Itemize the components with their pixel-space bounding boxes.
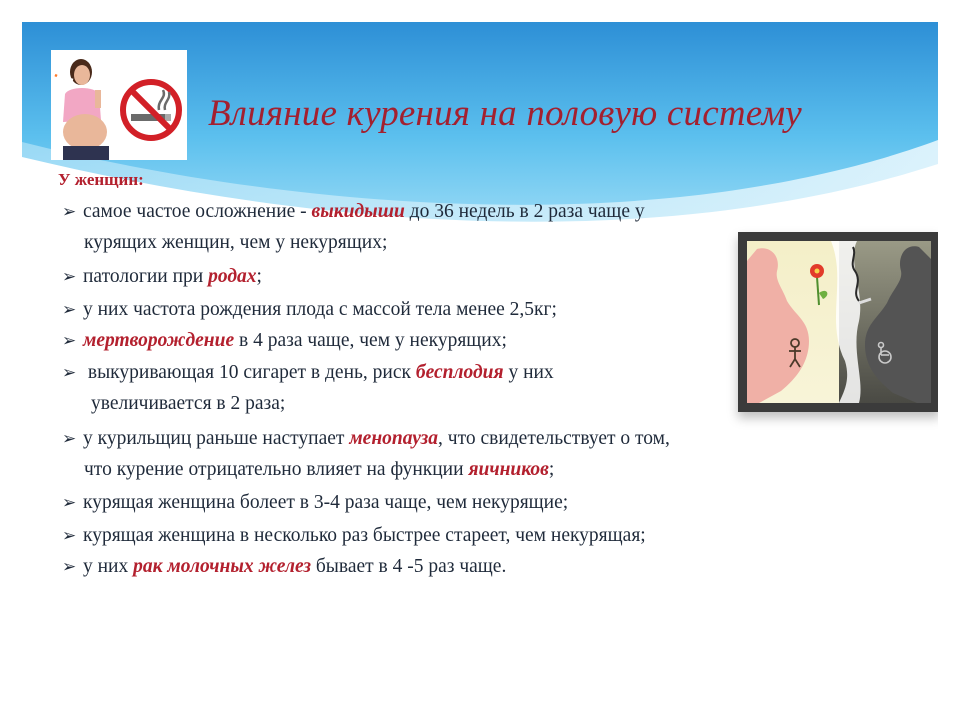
- arrow-bullet-icon: ➢: [62, 300, 77, 320]
- list-item-continuation: увеличивается в 2 раза;: [91, 393, 286, 414]
- belly: [63, 114, 107, 150]
- section-subtitle: У женщин:: [58, 170, 144, 189]
- arrow-bullet-icon: ➢: [62, 363, 77, 383]
- arrow-bullet-icon: ➢: [62, 202, 77, 222]
- arrow-bullet-icon: ➢: [62, 526, 77, 546]
- arrow-bullet-icon: ➢: [62, 493, 77, 513]
- list-item: ➢ мертворождение в 4 раза чаще, чем у некурящих;: [62, 330, 507, 351]
- list-item: ➢ у курильщиц раньше наступает менопауза, что свидетельствует о том,: [62, 428, 670, 449]
- list-item: ➢ курящая женщина в несколько раз быстрее стареет, чем некурящая;: [62, 525, 646, 546]
- healthy-vs-smoking-pregnancy-illustration: [747, 241, 931, 403]
- list-item: ➢ у них рак молочных желез бывает в 4 -5 раз чаще.: [62, 556, 507, 577]
- illustration-frame: [738, 232, 938, 412]
- list-item: ➢ самое частое осложнение - выкидыши до 36 недель в 2 раза чаще у: [62, 201, 645, 222]
- no-smoking-icon: [123, 82, 179, 138]
- arrow-bullet-icon: ➢: [62, 557, 77, 577]
- list-item: ➢ у них частота рождения плода с массой тела менее 2,5кг;: [62, 299, 557, 320]
- page-title: Влияние курения на половую систему: [208, 93, 802, 134]
- arrow-bullet-icon: ➢: [62, 331, 77, 351]
- slide: [22, 22, 938, 698]
- pregnant-woman-smoking-photo: [51, 50, 187, 160]
- list-item: ➢ патологии при родах;: [62, 266, 262, 287]
- list-item-continuation: что курение отрицательно влияет на функции яичников;: [84, 459, 555, 480]
- arrow-bullet-icon: ➢: [62, 267, 77, 287]
- list-item: ➢ курящая женщина болеет в 3-4 раза чаще, чем некурящие;: [62, 492, 569, 513]
- list-item: ➢ выкуривающая 10 сигарет в день, риск бесплодия у них: [62, 362, 554, 383]
- list-item-continuation: курящих женщин, чем у некурящих;: [84, 232, 388, 253]
- arrow-bullet-icon: ➢: [62, 429, 77, 449]
